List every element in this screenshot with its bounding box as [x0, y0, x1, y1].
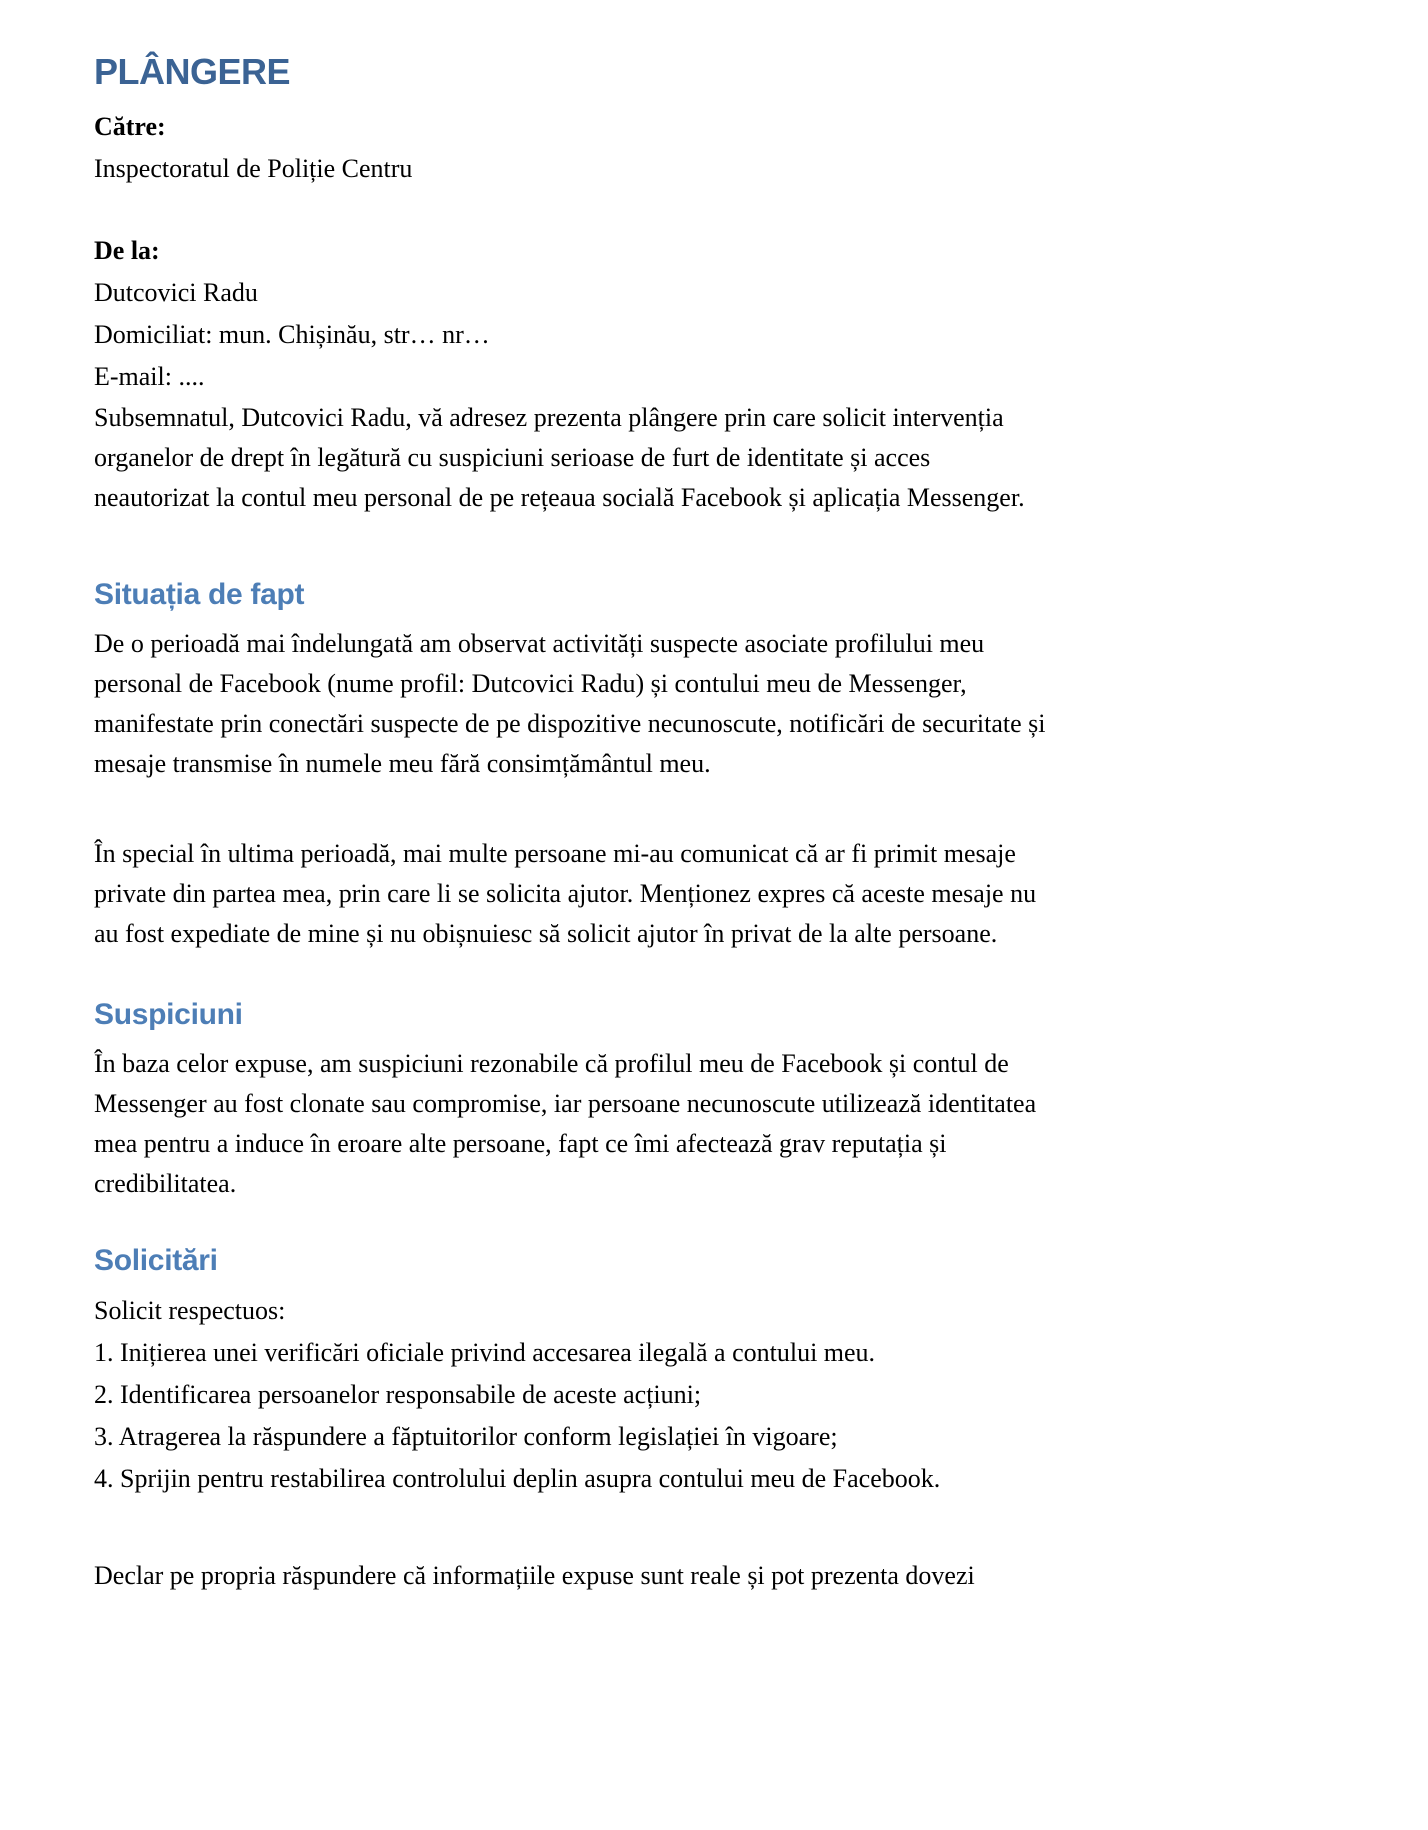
- intro-paragraph: [94, 398, 1334, 518]
- solicitari-list: [94, 1290, 1334, 1500]
- recipient-block: [94, 106, 1334, 190]
- section-heading-solicitari: Solicitări: [94, 1244, 218, 1277]
- solicitari-intro-line: Solicit respectuos:: [94, 1296, 286, 1325]
- paragraph-line: manifestate prin conectări suspecte de pe dispozitive necunoscute, notificări de securitate și: [94, 709, 1046, 738]
- list-item: 3. Atragerea la răspundere a făptuitorilor conform legislației în vigoare;: [94, 1422, 838, 1451]
- closing-paragraph: [94, 1556, 1334, 1596]
- recipient-name: Inspectoratul de Poliție Centru: [94, 154, 413, 183]
- list-item: 1. Inițierea unei verificări oficiale privind accesarea ilegală a contului meu.: [94, 1338, 876, 1367]
- paragraph-line: În baza celor expuse, am suspiciuni rezonabile că profilul meu de Facebook și contul de: [94, 1049, 1009, 1078]
- paragraph-line: personal de Facebook (nume profil: Dutcovici Radu) și contului meu de Messenger,: [94, 669, 967, 698]
- list-item: 4. Sprijin pentru restabilirea controlului deplin asupra contului meu de Facebook.: [94, 1464, 941, 1493]
- paragraph-line: neautorizat la contul meu personal de pe rețeaua socială Facebook și aplicația Messenger.: [94, 483, 1025, 512]
- paragraph-line: Declar pe propria răspundere că informațiile expuse sunt reale și pot prezenta dovezi: [94, 1561, 975, 1590]
- suspiciuni-paragraph: [94, 1044, 1334, 1204]
- paragraph-line: au fost expediate de mine și nu obișnuiesc să solicit ajutor în privat de la alte persoane.: [94, 919, 998, 948]
- paragraph-line: private din partea mea, prin care li se solicita ajutor. Menționez expres că aceste mesaje nu: [94, 879, 1037, 908]
- paragraph-line: credibilitatea.: [94, 1169, 237, 1198]
- sender-label: De la:: [94, 236, 160, 265]
- recipient-label: Către:: [94, 112, 166, 141]
- paragraph-line: organelor de drept în legătură cu suspiciuni serioase de furt de identitate și acces: [94, 443, 931, 472]
- paragraph-line: mesaje transmise în numele meu fără consimțământul meu.: [94, 749, 711, 778]
- paragraph-line: În special în ultima perioadă, mai multe persoane mi-au comunicat că ar fi primit mesaje: [94, 839, 1016, 868]
- section-heading-suspiciuni: Suspiciuni: [94, 998, 243, 1031]
- paragraph-line: Subsemnatul, Dutcovici Radu, vă adresez prezenta plângere prin care solicit intervenția: [94, 403, 1004, 432]
- sender-address: Domiciliat: mun. Chișinău, str… nr…: [94, 320, 490, 349]
- sender-name: Dutcovici Radu: [94, 278, 258, 307]
- situatia-paragraph-1: [94, 624, 1334, 784]
- paragraph-line: Messenger au fost clonate sau compromise, iar persoane necunoscute utilizează identitatea: [94, 1089, 1037, 1118]
- paragraph-line: mea pentru a induce în eroare alte persoane, fapt ce îmi afectează grav reputația și: [94, 1129, 947, 1158]
- situatia-paragraph-2: [94, 834, 1334, 954]
- paragraph-line: De o perioadă mai îndelungată am observat activități suspecte asociate profilului meu: [94, 629, 985, 658]
- list-item: 2. Identificarea persoanelor responsabile de aceste acțiuni;: [94, 1380, 702, 1409]
- sender-block: [94, 230, 1334, 398]
- document-title: PLÂNGERE: [94, 51, 291, 92]
- section-heading-situatia-de-fapt: Situația de fapt: [94, 578, 305, 611]
- sender-email: E-mail: ....: [94, 362, 205, 391]
